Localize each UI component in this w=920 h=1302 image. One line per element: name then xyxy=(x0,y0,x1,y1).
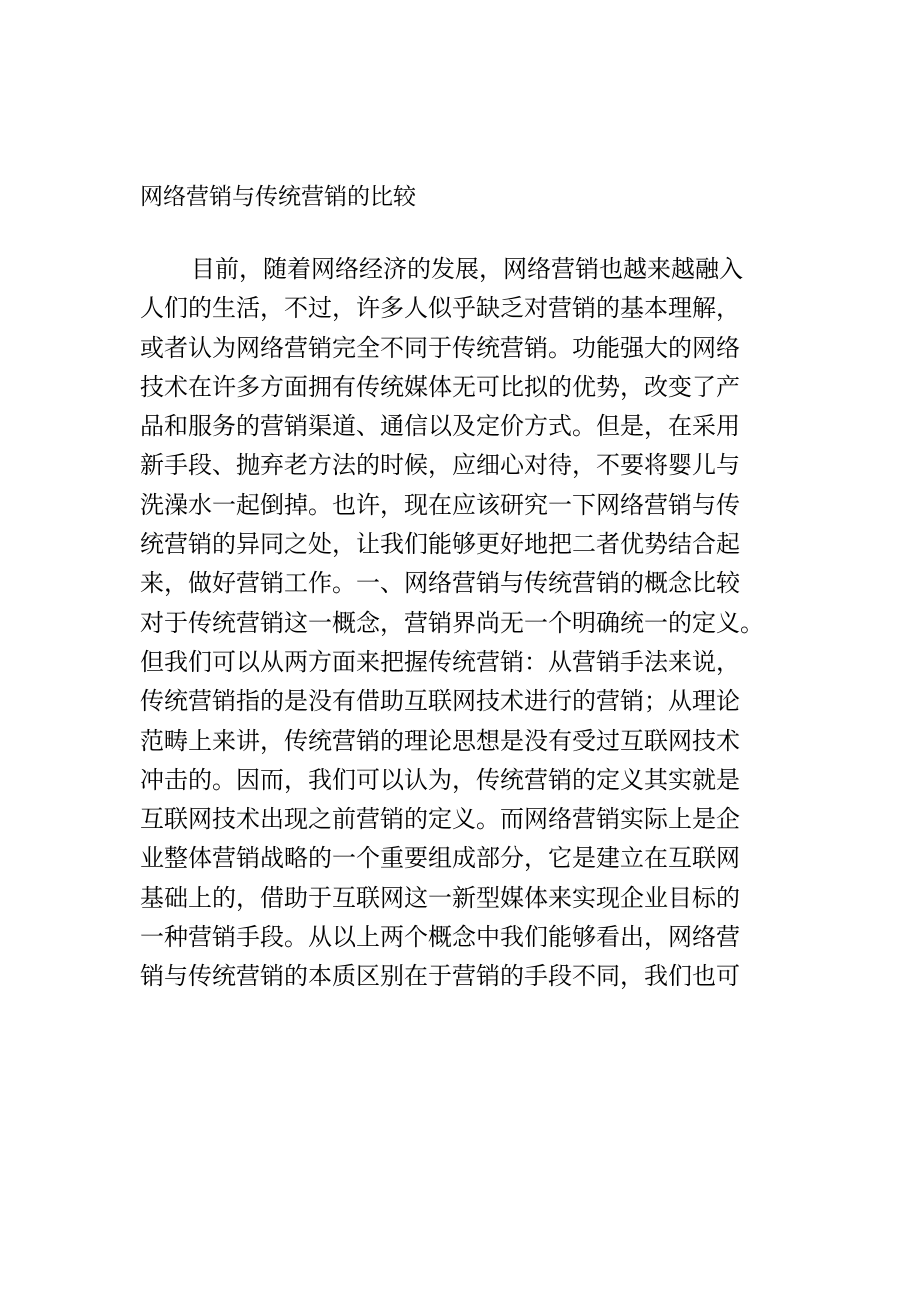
body-line: 洗澡水一起倒掉。也许，现在应该研究一下网络营销与传 xyxy=(140,490,740,519)
body-line: 人们的生活，不过，许多人似乎缺乏对营销的基本理解， xyxy=(140,294,740,323)
body-line: 冲击的。因而，我们可以认为，传统营销的定义其实就是 xyxy=(140,765,740,794)
body-line: 目前，随着网络经济的发展，网络营销也越来越融入 xyxy=(191,255,743,283)
body-line: 一种营销手段。从以上两个概念中我们能够看出，网络营 xyxy=(140,923,740,952)
body-line: 互联网技术出现之前营销的定义。而网络营销实际上是企 xyxy=(140,805,740,834)
body-line: 销与传统营销的本质区别在于营销的手段不同，我们也可 xyxy=(140,962,740,991)
body-line: 基础上的，借助于互联网这一新型媒体来实现企业目标的 xyxy=(140,883,740,912)
document-body xyxy=(140,250,800,997)
body-line: 新手段、抛弃老方法的时候，应细心对待，不要将婴儿与 xyxy=(140,451,740,480)
body-line: 统营销的异同之处，让我们能够更好地把二者优势结合起 xyxy=(140,530,740,559)
body-line: 来，做好营销工作。一、网络营销与传统营销的概念比较 xyxy=(140,569,740,598)
body-line: 范畴上来讲，传统营销的理论思想是没有受过互联网技术 xyxy=(140,726,740,755)
body-line: 对于传统营销这一概念，营销界尚无一个明确统一的定义。 xyxy=(140,608,764,637)
body-line: 传统营销指的是没有借助互联网技术进行的营销；从理论 xyxy=(140,687,740,716)
body-line: 业整体营销战略的一个重要组成部分，它是建立在互联网 xyxy=(140,844,740,873)
body-line: 技术在许多方面拥有传统媒体无可比拟的优势，改变了产 xyxy=(140,372,740,401)
body-line: 但我们可以从两方面来把握传统营销：从营销手法来说， xyxy=(140,647,740,676)
body-line: 或者认为网络营销完全不同于传统营销。功能强大的网络 xyxy=(140,333,740,362)
body-line: 品和服务的营销渠道、通信以及定价方式。但是，在采用 xyxy=(140,412,740,441)
document-title: 网络营销与传统营销的比较 xyxy=(140,184,416,210)
